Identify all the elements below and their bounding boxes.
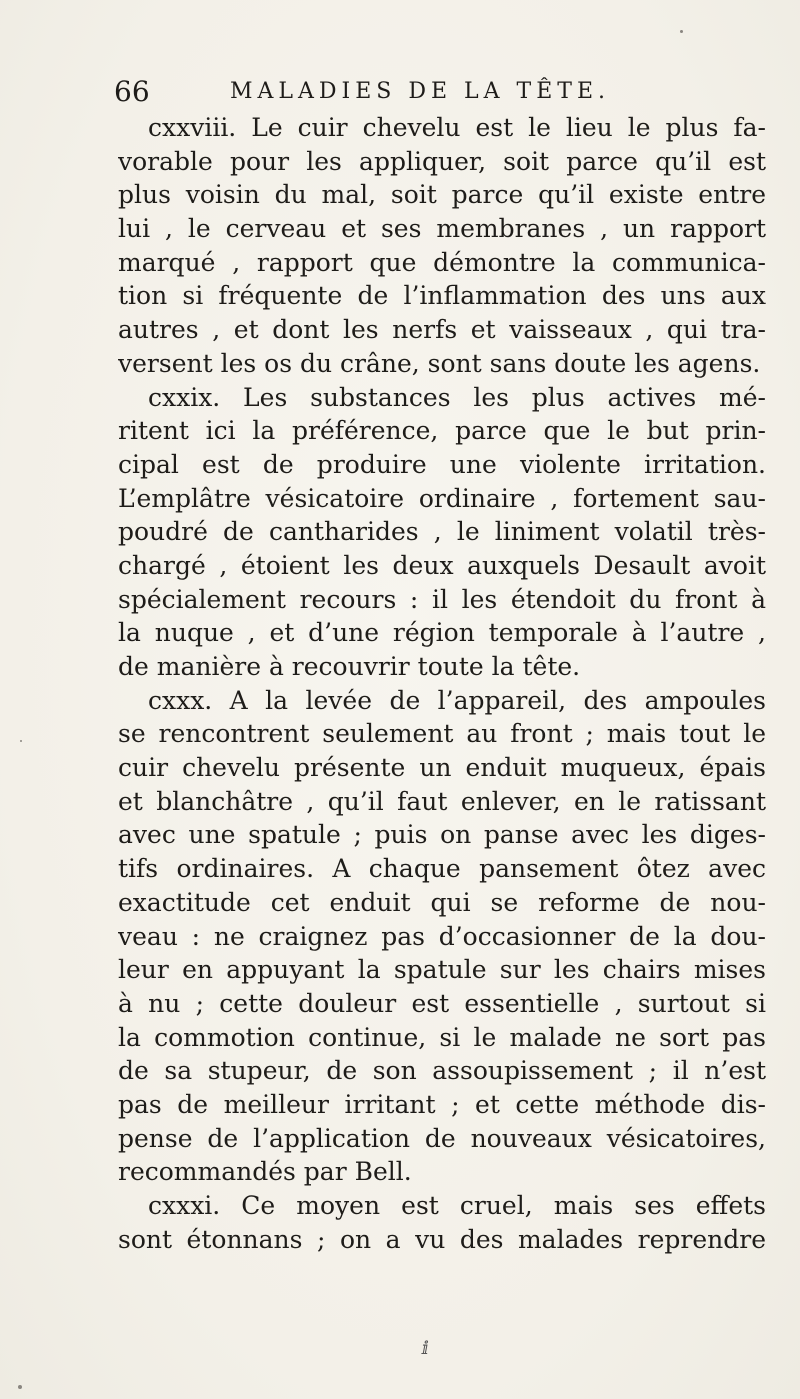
page-header bbox=[114, 72, 674, 112]
paper-speck bbox=[18, 1385, 22, 1389]
paper-speck bbox=[680, 30, 683, 33]
footer-mark: ⅈ bbox=[422, 1338, 429, 1359]
text-line: cxxx. A la levée de l’appareil, des ampoules bbox=[148, 685, 766, 715]
text-line: exactitude cet enduit qui se reforme de nou- bbox=[118, 887, 766, 917]
text-line: cuir chevelu présente un enduit muqueux, épais bbox=[118, 753, 766, 783]
text-line: cipal est de produire une violente irritation. bbox=[118, 449, 766, 479]
text-line: leur en appuyant la spatule sur les chairs mises bbox=[118, 955, 766, 985]
text-line: avec une spatule ; puis on panse avec les diges- bbox=[118, 820, 766, 850]
text-line: la nuque , et d’une région temporale à l’autre , bbox=[118, 618, 766, 648]
text-line: ritent ici la préférence, parce que le but prin- bbox=[118, 416, 766, 446]
text-line: cxxix. Les substances les plus actives mé- bbox=[148, 382, 766, 412]
text-line: vorable pour les appliquer, soit parce qu’il est bbox=[118, 146, 766, 176]
text-line: lui , le cerveau et ses membranes , un rapport bbox=[118, 214, 766, 244]
page-number: 66 bbox=[114, 75, 150, 108]
text-line: autres , et dont les nerfs et vaisseaux , qui tra- bbox=[118, 315, 766, 345]
text-line: recommandés par Bell. bbox=[118, 1157, 412, 1187]
text-line: cxxxi. Ce moyen est cruel, mais ses effets bbox=[148, 1191, 766, 1220]
text-line: pas de meilleur irritant ; et cette méthode dis- bbox=[118, 1089, 766, 1119]
text-line: tion si fréquente de l’inflammation des uns aux bbox=[118, 281, 766, 311]
paper-speck bbox=[20, 740, 22, 742]
text-line: versent les os du crâne, sont sans doute les agens. bbox=[118, 348, 761, 378]
text-line: L’emplâtre vésicatoire ordinaire , fortement sau- bbox=[118, 483, 766, 513]
text-line: de manière à recouvrir toute la tête. bbox=[118, 652, 581, 681]
text-line: cxxviii. Le cuir chevelu est le lieu le plus fa- bbox=[148, 113, 766, 142]
text-line: de sa stupeur, de son assoupissement ; il n’est bbox=[118, 1056, 766, 1086]
text-line: la commotion continue, si le malade ne sort pas bbox=[118, 1022, 766, 1052]
text-line: veau : ne craignez pas d’occasionner de la dou- bbox=[118, 921, 766, 951]
text-line: poudré de cantharides , le liniment volatil très- bbox=[118, 517, 766, 547]
text-line: tifs ordinaires. A chaque pansement ôtez avec bbox=[118, 854, 766, 884]
text-line: sont étonnans ; on a vu des malades reprendre bbox=[118, 1224, 766, 1254]
text-line: spécialement recours : il les étendoit du front à bbox=[118, 584, 766, 614]
text-line: à nu ; cette douleur est essentielle , surtout si bbox=[118, 988, 766, 1018]
text-line: marqué , rapport que démontre la communica- bbox=[118, 247, 766, 277]
text-line: chargé , étoient les deux auxquels Desault avoit bbox=[118, 550, 766, 580]
text-line: plus voisin du mal, soit parce qu’il existe entre bbox=[118, 180, 766, 210]
body-text bbox=[118, 111, 766, 1256]
text-line: et blanchâtre , qu’il faut enlever, en le ratissant bbox=[118, 786, 766, 816]
running-title: MALADIES DE LA TÊTE. bbox=[230, 79, 611, 104]
text-line: pense de l’application de nouveaux vésicatoires, bbox=[118, 1123, 766, 1153]
text-line: se rencontrent seulement au front ; mais tout le bbox=[118, 719, 766, 749]
